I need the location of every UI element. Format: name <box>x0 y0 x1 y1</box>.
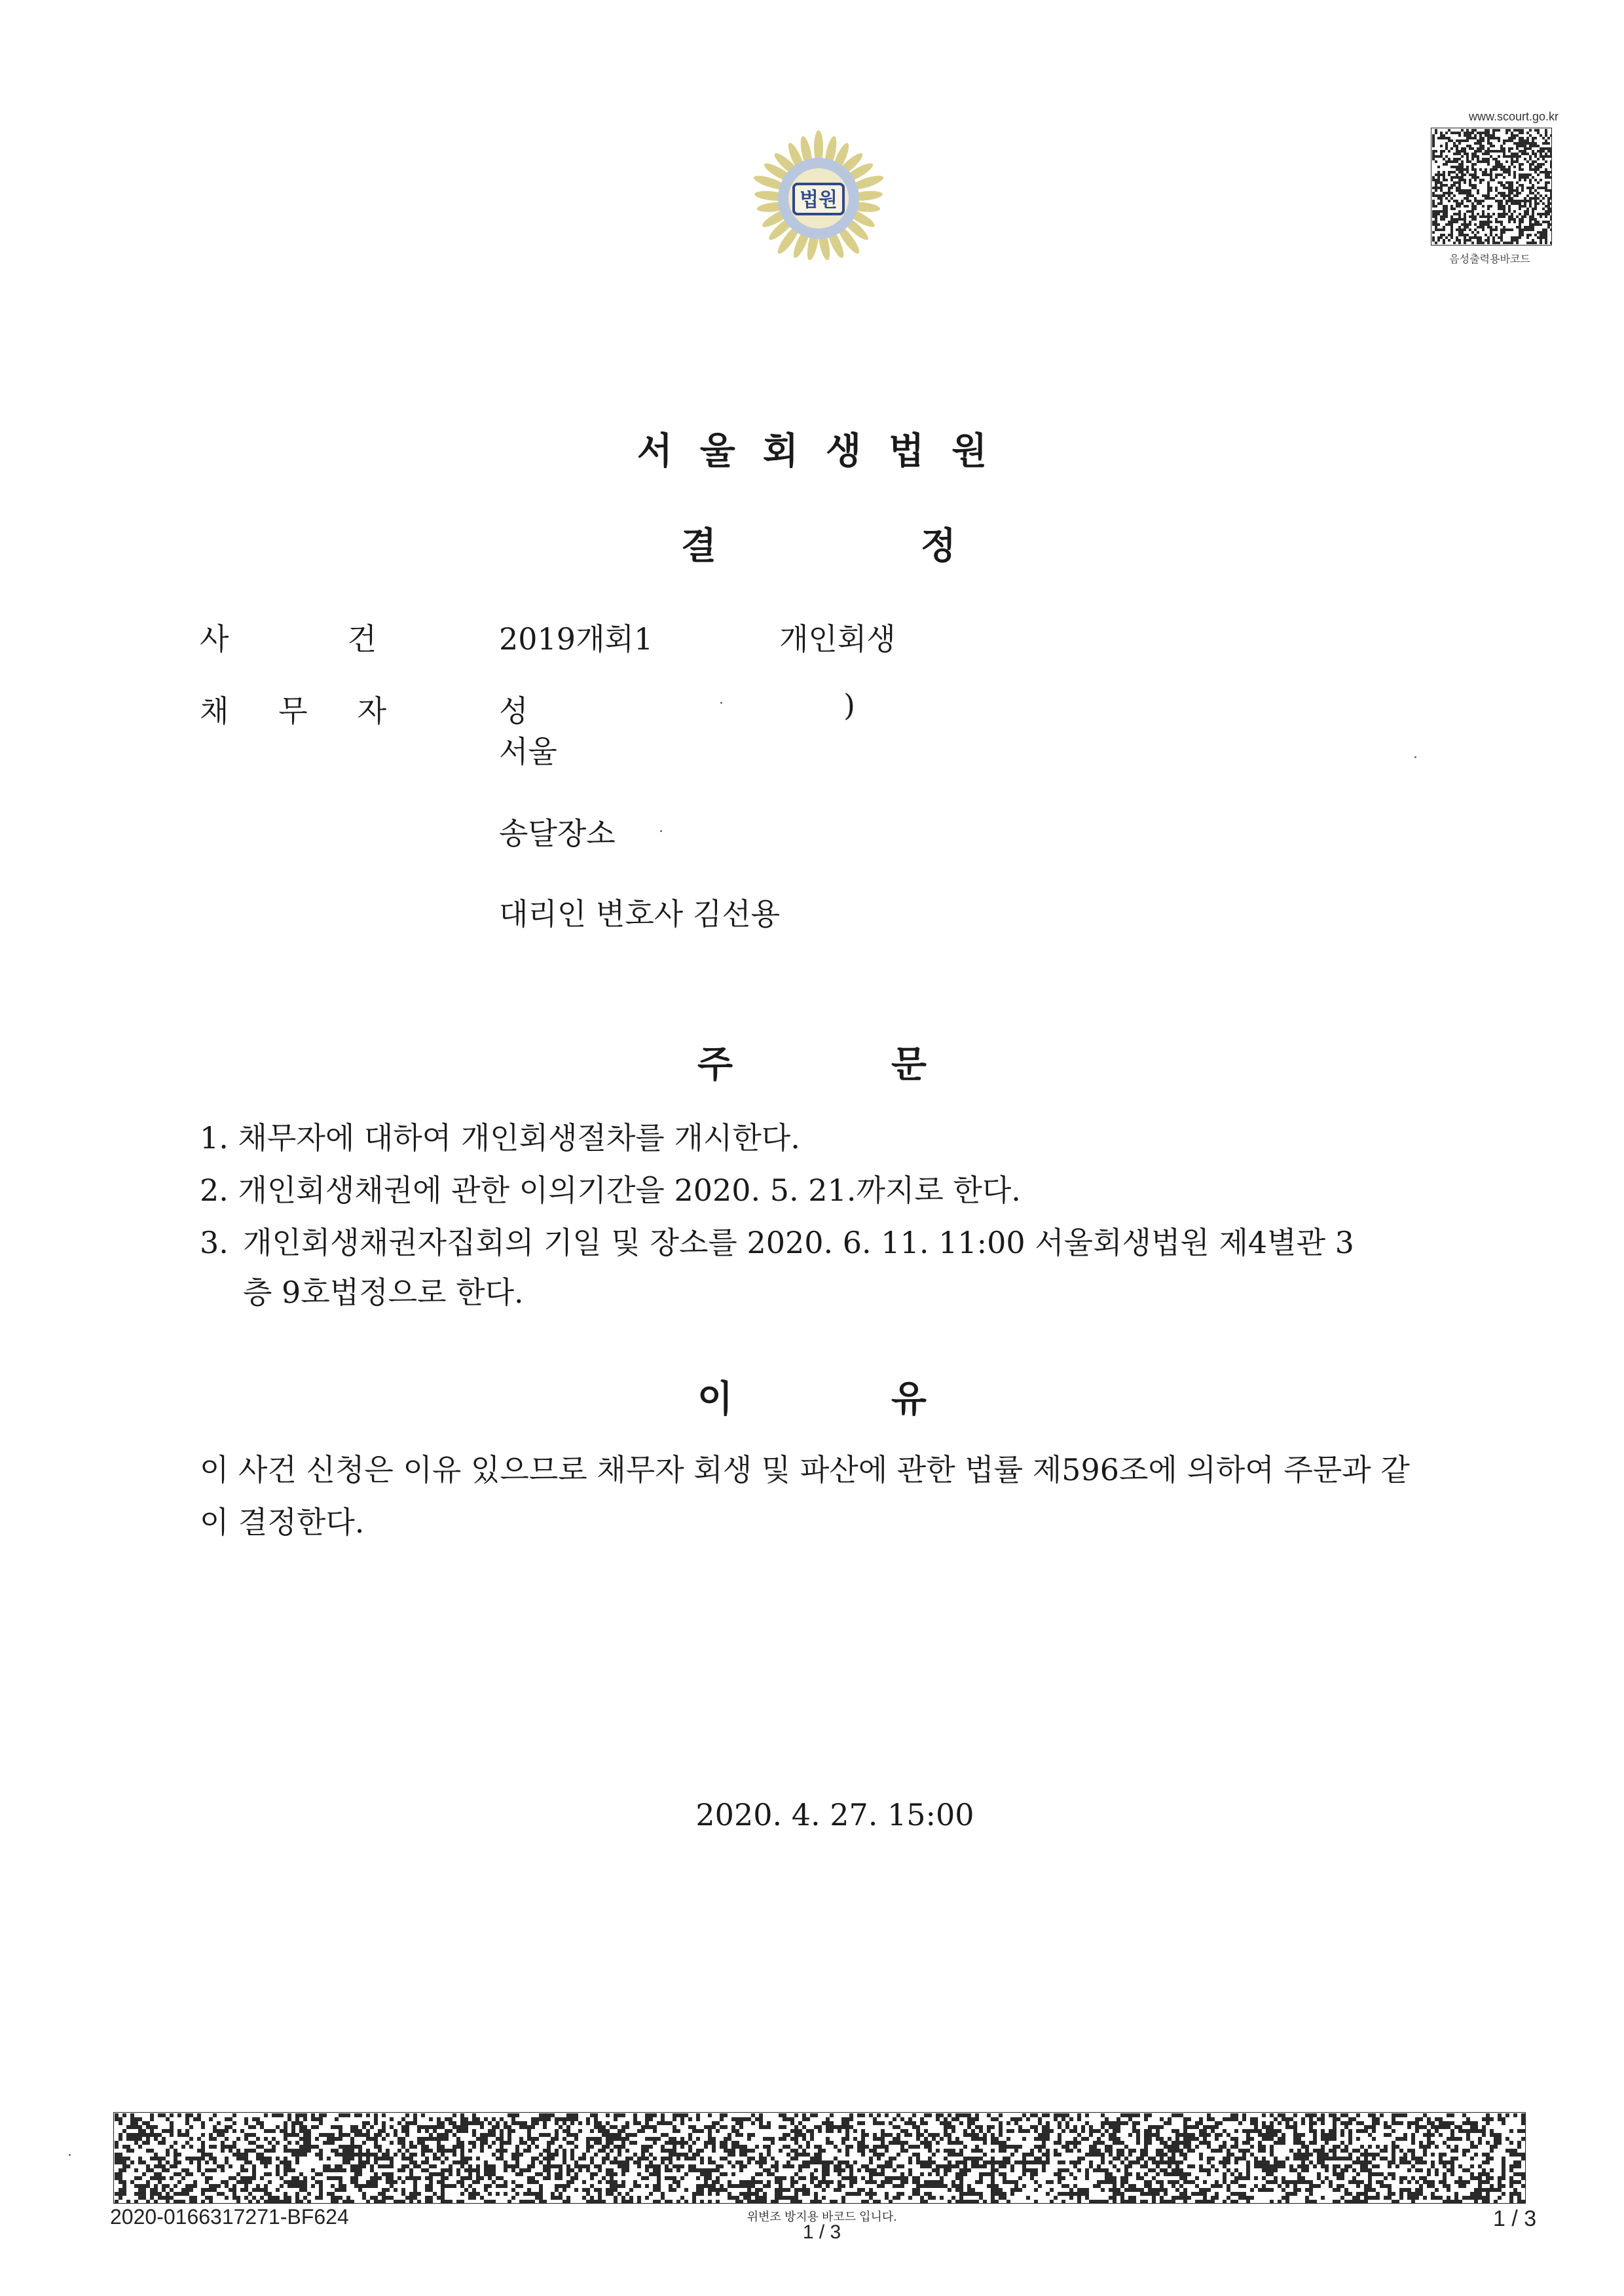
reason-text: 이 사건 신청은 이유 있으므로 채무자 회생 및 파산에 관한 법률 제596조에 의하여 주문과 같이 결정한다. <box>200 1452 1410 1540</box>
voice-barcode-url: www.scourt.go.kr <box>1468 110 1559 123</box>
reason-heading <box>697 1370 927 1423</box>
order-item: 2. 개인회생채권에 관한 이의기간을 2020. 5. 21.까지로 한다. <box>200 1173 1021 1208</box>
debtor-label <box>200 687 386 731</box>
emblem-text: 법원 <box>800 189 838 211</box>
case-type: 개인회생 <box>779 621 896 657</box>
case-label <box>200 615 377 659</box>
document-title-char: 정 <box>920 525 956 568</box>
order-item <box>200 1216 1431 1269</box>
decision-date: 2020. 4. 27. 15:00 <box>695 1797 974 1832</box>
court-emblem <box>740 121 897 278</box>
order-heading <box>697 1036 927 1088</box>
scan-speck <box>720 702 722 704</box>
debtor-label-char: 채 <box>200 693 229 729</box>
service-address: 송달장소 <box>499 816 616 851</box>
scan-speck <box>1414 756 1416 758</box>
debtor-name: 성 <box>499 693 528 729</box>
debtor-paren: ) <box>843 687 855 723</box>
scan-speck <box>660 830 662 832</box>
order-item-text: 개인회생채권자집회의 기일 및 장소를 2020. 6. 11. 11:00 서울회생법원 제4별관 3 <box>243 1225 1354 1260</box>
order-item-number: 3. <box>200 1225 229 1260</box>
case-number: 2019개회1 <box>499 621 654 657</box>
legal-agent: 대리인 변호사 김선용 <box>499 896 781 932</box>
anti-forgery-note: 위변조 방지용 바코드 입니다. <box>747 2210 897 2223</box>
document-title-char: 결 <box>681 525 717 568</box>
document-title <box>681 517 956 570</box>
reason-heading-char: 유 <box>891 1378 927 1421</box>
case-label-char: 사 <box>200 621 229 657</box>
order-item: 1. 채무자에 대하여 개인회생절차를 개시한다. <box>200 1120 800 1156</box>
voice-output-barcode <box>1431 128 1552 246</box>
court-name: 서울회생법원 <box>637 430 1015 473</box>
page-number: 1 / 3 <box>1493 2206 1537 2231</box>
scan-speck <box>69 2154 71 2156</box>
case-label-char: 건 <box>347 621 377 657</box>
voice-barcode-caption: 음성출력용바코드 <box>1449 254 1530 265</box>
anti-forgery-barcode <box>113 2112 1526 2204</box>
order-heading-char: 문 <box>891 1044 927 1086</box>
scanned-page-mark: 1 / 3 <box>802 2221 841 2243</box>
debtor-label-char: 무 <box>278 693 308 729</box>
document-number: 2020-0166317271-BF624 <box>110 2205 349 2229</box>
order-item-continuation: 층 9호법정으로 한다. <box>243 1275 524 1310</box>
debtor-label-char: 자 <box>357 693 386 729</box>
debtor-address: 서울 <box>499 734 557 769</box>
reason-heading-char: 이 <box>697 1378 733 1421</box>
order-heading-char: 주 <box>697 1044 733 1086</box>
